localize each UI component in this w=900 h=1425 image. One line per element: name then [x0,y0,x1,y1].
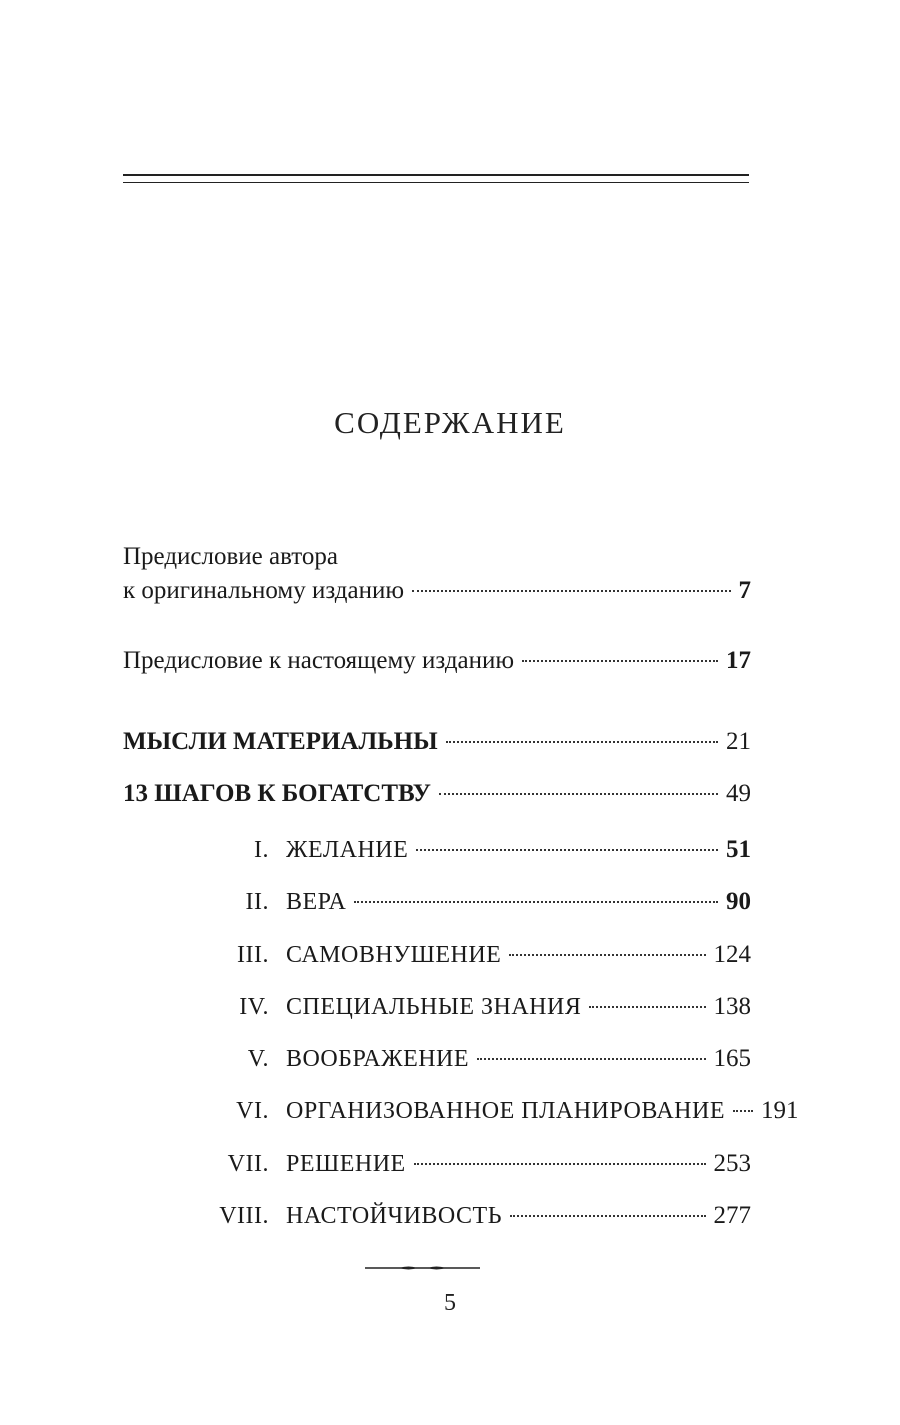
toc-chapter-row[interactable] [123,833,751,885]
toc-chapter-row[interactable] [123,1094,799,1146]
dot-leader [412,590,730,592]
dot-leader [414,1163,706,1165]
toc-entry-label: МЫСЛИ МАТЕРИАЛЬНЫ [123,728,438,755]
dot-leader [733,1110,753,1112]
chapter-title: НАСТОЙЧИВОСТЬ [286,1203,502,1230]
chapter-number: III. [237,941,269,968]
dot-leader [354,901,718,903]
chapter-title: ВЕРА [286,889,347,916]
chapter-number: V. [247,1046,269,1073]
dot-leader [416,849,718,851]
header-rule-top [123,174,749,176]
toc-chapter-row[interactable] [123,938,751,990]
page-number: 5 [444,1290,456,1316]
toc-entry-page: 17 [726,647,751,674]
chapter-title: ОРГАНИЗОВАННОЕ ПЛАНИРОВАНИЕ [286,1098,726,1125]
chapter-title: ВООБРАЖЕНИЕ [286,1046,470,1073]
chapter-title: СПЕЦИАЛЬНЫЕ ЗНАНИЯ [286,993,582,1020]
toc-entry-label: Предисловие к настоящему изданию [123,647,515,674]
dot-leader [510,1215,706,1217]
chapter-page: 165 [713,1045,751,1073]
chapter-page: 124 [713,940,751,968]
toc-chapter-row[interactable] [123,990,751,1042]
chapter-number: I. [254,837,269,863]
chapter-number: VII. [227,1150,269,1177]
chapter-title: САМОВНУШЕНИЕ [286,941,502,968]
toc-entry-page: 7 [738,577,751,604]
toc-chapter-row[interactable] [123,1042,751,1094]
footer-ornament [365,1265,480,1271]
toc-entry-part1[interactable] [123,725,751,759]
chapter-number: II. [245,889,269,916]
toc-entry-label: 13 ШАГОВ К БОГАТСТВУ [123,780,432,807]
dot-leader [446,741,718,743]
toc-entry-present-preface[interactable] [123,644,751,678]
chapter-page: 138 [713,992,751,1020]
chapter-page: 191 [761,1097,799,1125]
chapter-page: 90 [726,888,751,916]
chapter-page: 51 [726,836,751,863]
toc-chapter-row[interactable] [123,1147,751,1199]
header-rule-bottom [123,182,749,183]
toc-entry-author-preface[interactable] [123,540,751,608]
dot-leader [589,1006,705,1008]
toc-entry-part2[interactable] [123,777,751,811]
dot-leader [509,954,705,956]
chapter-page: 277 [713,1202,751,1230]
toc-entry-label-line1: Предисловие автора [123,543,338,570]
toc-chapter-row[interactable] [123,885,751,937]
page-title: СОДЕРЖАНИЕ [334,405,566,440]
chapter-list [123,833,799,1251]
toc-entry-label-line2: к оригинальному изданию [123,577,405,604]
toc-chapter-row[interactable] [123,1199,751,1251]
chapter-page: 253 [713,1149,751,1177]
chapter-number: VIII. [219,1203,269,1230]
chapter-number: IV. [239,993,269,1020]
dot-leader [522,660,718,662]
toc-entry-page: 49 [726,780,751,807]
toc-entry-page: 21 [726,728,751,755]
chapter-title: ЖЕЛАНИЕ [286,837,409,863]
dot-leader [439,793,718,795]
chapter-title: РЕШЕНИЕ [286,1150,406,1177]
dot-leader [477,1058,705,1060]
chapter-number: VI. [236,1098,269,1125]
